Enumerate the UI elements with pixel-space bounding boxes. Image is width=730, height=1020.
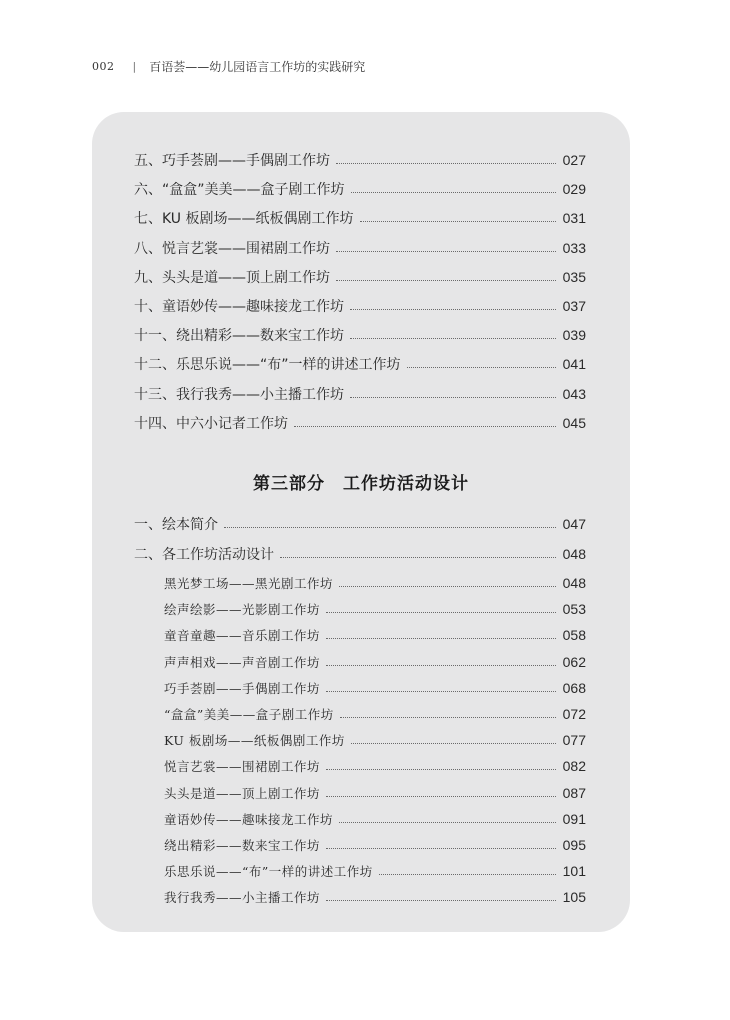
toc-entry-page: 039 xyxy=(562,327,586,344)
toc-entry[interactable] xyxy=(164,860,586,882)
toc-entry-label: 七、KU 板剧场——纸板偶剧工作坊 xyxy=(134,211,354,228)
toc-entry[interactable] xyxy=(134,352,586,376)
dot-leader xyxy=(379,873,556,875)
toc-entry-page: 077 xyxy=(562,732,586,749)
toc-entry-label: 巧手荟剧——手偶剧工作坊 xyxy=(164,680,321,696)
dot-leader xyxy=(224,526,556,528)
toc-entry[interactable] xyxy=(134,323,586,347)
toc-entry-label: 绘声绘影——光影剧工作坊 xyxy=(164,602,321,618)
toc-entry[interactable] xyxy=(164,598,586,620)
toc-entry-page: 068 xyxy=(562,679,586,696)
toc-entry-label: 六、“盒盒”美美——盒子剧工作坊 xyxy=(134,182,345,199)
toc-entry-label: 十三、我行我秀——小主播工作坊 xyxy=(134,386,344,403)
toc-entry[interactable] xyxy=(164,886,586,908)
dot-leader xyxy=(407,366,556,368)
dot-leader xyxy=(350,396,556,398)
dot-leader xyxy=(280,556,556,558)
toc-entry-page: 082 xyxy=(562,758,586,775)
toc-entry-page: 029 xyxy=(562,181,586,198)
toc-entry[interactable] xyxy=(164,782,586,804)
toc-entry-label: 我行我秀——小主播工作坊 xyxy=(164,890,321,906)
toc-entry[interactable] xyxy=(134,236,586,260)
toc-entry-label: 悦言艺裳——围裙剧工作坊 xyxy=(164,759,321,775)
dot-leader xyxy=(351,742,556,744)
toc-entry-label: 乐思乐说——“布”一样的讲述工作坊 xyxy=(164,864,373,880)
toc-entry-page: 045 xyxy=(562,414,586,431)
toc-entry[interactable] xyxy=(164,834,586,856)
toc-entry-label: 童音童趣——音乐剧工作坊 xyxy=(164,628,321,644)
dot-leader xyxy=(326,664,556,666)
toc-entry-page: 043 xyxy=(562,385,586,402)
toc-entry-page: 048 xyxy=(562,575,586,591)
book-title: 百语荟——幼儿园语言工作坊的实践研究 xyxy=(149,59,366,74)
toc-entry-page: 053 xyxy=(562,601,586,618)
toc-entry[interactable] xyxy=(134,294,586,318)
dot-leader xyxy=(336,250,556,252)
toc-entry[interactable] xyxy=(164,572,586,594)
toc-entry[interactable] xyxy=(164,808,586,830)
dot-leader xyxy=(350,337,556,339)
toc-entry-page: 035 xyxy=(562,268,586,285)
toc-entry-label: 十二、乐思乐说——“布”一样的讲述工作坊 xyxy=(134,357,401,374)
dot-leader xyxy=(339,585,556,587)
toc-entry[interactable] xyxy=(164,624,586,646)
toc-entry[interactable] xyxy=(134,265,586,289)
toc-entry[interactable] xyxy=(134,542,586,566)
table-of-contents-panel xyxy=(92,112,630,932)
toc-entry[interactable] xyxy=(164,729,586,751)
toc-entry-page: 087 xyxy=(562,784,586,801)
toc-entry[interactable] xyxy=(164,677,586,699)
dot-leader xyxy=(336,162,556,164)
toc-entry-page: 033 xyxy=(562,239,586,256)
toc-entry-page: 047 xyxy=(562,516,586,532)
toc-entry-page: 072 xyxy=(562,706,586,722)
toc-entry-label: 头头是道——顶上剧工作坊 xyxy=(164,785,321,801)
dot-leader xyxy=(326,690,556,692)
toc-entry-label: 一、绘本简介 xyxy=(134,517,218,533)
toc-entry-label: 黑光梦工场——黑光剧工作坊 xyxy=(164,576,334,591)
toc-entry-label: 九、头头是道——顶上剧工作坊 xyxy=(134,269,330,286)
toc-entry[interactable] xyxy=(134,148,586,172)
dot-leader xyxy=(326,637,556,639)
running-header xyxy=(92,55,365,77)
toc-entry[interactable] xyxy=(134,382,586,406)
toc-entry-label: “盒盒”美美——盒子剧工作坊 xyxy=(164,707,334,722)
toc-entry[interactable] xyxy=(164,651,586,673)
toc-entry-page: 048 xyxy=(562,545,586,562)
dot-leader xyxy=(351,191,556,193)
toc-entry-page: 101 xyxy=(562,863,586,880)
toc-entry-label: 童语妙传——趣味接龙工作坊 xyxy=(164,811,334,827)
toc-entry[interactable] xyxy=(134,411,586,435)
toc-entry-page: 058 xyxy=(562,627,586,644)
dot-leader xyxy=(326,768,556,770)
toc-entry-label: 绕出精彩——数来宝工作坊 xyxy=(164,838,321,853)
page-number: 002 xyxy=(92,59,115,73)
header-separator: | xyxy=(132,59,137,73)
toc-entry-page: 027 xyxy=(562,152,586,168)
toc-entry[interactable] xyxy=(134,512,586,536)
dot-leader xyxy=(326,899,556,901)
toc-entry-page: 095 xyxy=(562,837,586,853)
toc-entry-label: 声声相戏——声音剧工作坊 xyxy=(164,654,321,670)
dot-leader xyxy=(339,821,556,823)
toc-entry-label: 八、悦言艺裳——围裙剧工作坊 xyxy=(134,240,330,257)
dot-leader xyxy=(340,716,556,718)
toc-entry-label: 十、童语妙传——趣味接龙工作坊 xyxy=(134,299,344,315)
toc-entry[interactable] xyxy=(134,177,586,201)
toc-entry-label: 十一、绕出精彩——数来宝工作坊 xyxy=(134,328,344,345)
dot-leader xyxy=(326,847,556,849)
section-title: 第三部分 工作坊活动设计 xyxy=(253,474,469,494)
toc-entry-label: 二、各工作坊活动设计 xyxy=(134,546,274,563)
toc-entry-label: 五、巧手荟剧——手偶剧工作坊 xyxy=(134,153,330,169)
dot-leader xyxy=(326,795,556,797)
dot-leader xyxy=(336,279,556,281)
toc-entry-page: 091 xyxy=(562,810,586,827)
toc-entry-page: 041 xyxy=(562,356,586,373)
toc-entry-page: 105 xyxy=(562,889,586,906)
toc-entry-label: 十四、中六小记者工作坊 xyxy=(134,415,288,432)
dot-leader xyxy=(360,220,556,222)
toc-entry[interactable] xyxy=(134,206,586,230)
toc-entry-label: KU 板剧场——纸板偶剧工作坊 xyxy=(164,733,345,749)
toc-entry[interactable] xyxy=(164,755,586,777)
dot-leader xyxy=(326,611,556,613)
toc-entry-page: 062 xyxy=(562,653,586,670)
toc-entry-page: 031 xyxy=(562,210,586,227)
dot-leader xyxy=(294,425,556,427)
toc-entry-page: 037 xyxy=(562,298,586,314)
toc-entry[interactable] xyxy=(164,703,586,725)
dot-leader xyxy=(350,308,556,310)
